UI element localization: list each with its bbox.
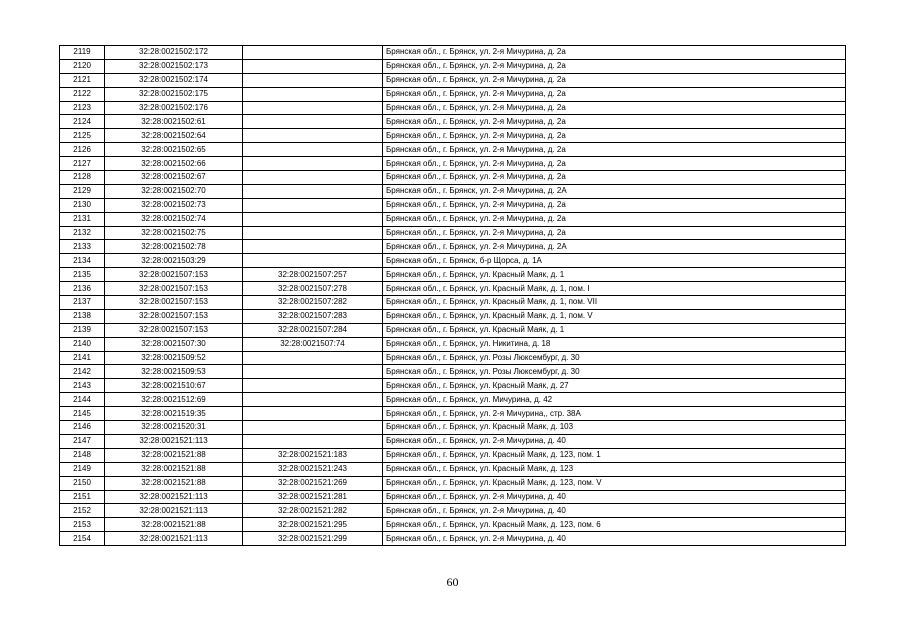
address-cell: Брянская обл., г. Брянск, ул. 2-я Мичурина, д. 2а [383,73,846,87]
table-row [60,407,846,421]
related-cadastral-number-cell [243,351,383,365]
table-row [60,323,846,337]
related-cadastral-number-cell [243,254,383,268]
row-number-cell: 2129 [60,184,105,198]
page-number: 60 [446,575,459,589]
cadastral-number-cell: 32:28:0021502:174 [105,73,243,87]
row-number-cell: 2153 [60,518,105,532]
row-number-cell: 2145 [60,407,105,421]
row-number-cell: 2131 [60,212,105,226]
cadastral-number-cell: 32:28:0021502:70 [105,184,243,198]
related-cadastral-number-cell [243,434,383,448]
row-number-cell: 2142 [60,365,105,379]
cadastral-number-cell: 32:28:0021502:78 [105,240,243,254]
table-row [60,171,846,185]
address-cell: Брянская обл., г. Брянск, ул. Красный Маяк, д. 123 [383,462,846,476]
related-cadastral-number-cell [243,393,383,407]
related-cadastral-number-cell: 32:28:0021521:281 [243,490,383,504]
cadastral-number-cell: 32:28:0021507:153 [105,282,243,296]
cadastral-number-cell: 32:28:0021519:35 [105,407,243,421]
address-cell: Брянская обл., г. Брянск, ул. Розы Люксембург, д. 30 [383,365,846,379]
table-row [60,268,846,282]
table-row [60,518,846,532]
address-cell: Брянская обл., г. Брянск, ул. Красный Маяк, д. 1, пом. I [383,282,846,296]
table-row [60,379,846,393]
row-number-cell: 2146 [60,421,105,435]
address-cell: Брянская обл., г. Брянск, ул. Красный Маяк, д. 1 [383,323,846,337]
row-number-cell: 2132 [60,226,105,240]
related-cadastral-number-cell [243,365,383,379]
row-number-cell: 2128 [60,171,105,185]
cadastral-number-cell: 32:28:0021521:88 [105,476,243,490]
table-row [60,462,846,476]
related-cadastral-number-cell [243,407,383,421]
related-cadastral-number-cell [243,101,383,115]
table-row [60,434,846,448]
related-cadastral-number-cell [243,129,383,143]
address-cell: Брянская обл., г. Брянск, ул. Красный Маяк, д. 103 [383,421,846,435]
row-number-cell: 2140 [60,337,105,351]
table-row [60,309,846,323]
cadastral-number-cell: 32:28:0021502:66 [105,157,243,171]
table-row [60,212,846,226]
table-row [60,184,846,198]
row-number-cell: 2137 [60,296,105,310]
cadastral-number-cell: 32:28:0021502:64 [105,129,243,143]
row-number-cell: 2152 [60,504,105,518]
table-row [60,157,846,171]
address-cell: Брянская обл., г. Брянск, ул. 2-я Мичурина, д. 2а [383,115,846,129]
row-number-cell: 2144 [60,393,105,407]
row-number-cell: 2139 [60,323,105,337]
row-number-cell: 2125 [60,129,105,143]
address-cell: Брянская обл., г. Брянск, ул. 2-я Мичурина, д. 2а [383,226,846,240]
related-cadastral-number-cell [243,143,383,157]
cadastral-number-cell: 32:28:0021502:73 [105,198,243,212]
address-cell: Брянская обл., г. Брянск, ул. 2-я Мичурина, д. 2а [383,157,846,171]
row-number-cell: 2119 [60,46,105,60]
related-cadastral-number-cell [243,212,383,226]
row-number-cell: 2127 [60,157,105,171]
row-number-cell: 2147 [60,434,105,448]
related-cadastral-number-cell [243,421,383,435]
table-row [60,226,846,240]
table-row [60,504,846,518]
related-cadastral-number-cell: 32:28:0021521:299 [243,532,383,546]
cadastral-number-cell: 32:28:0021502:176 [105,101,243,115]
address-cell: Брянская обл., г. Брянск, ул. Красный Маяк, д. 1, пом. VII [383,296,846,310]
related-cadastral-number-cell [243,184,383,198]
table-row [60,393,846,407]
row-number-cell: 2126 [60,143,105,157]
address-cell: Брянская обл., г. Брянск, ул. Никитина, д. 18 [383,337,846,351]
address-cell: Брянская обл., г. Брянск, ул. Красный Маяк, д. 1 [383,268,846,282]
address-cell: Брянская обл., г. Брянск, ул. 2-я Мичурина, д. 2а [383,129,846,143]
address-cell: Брянская обл., г. Брянск, б-р Щорса, д. 1А [383,254,846,268]
row-number-cell: 2130 [60,198,105,212]
row-number-cell: 2134 [60,254,105,268]
cadastral-number-cell: 32:28:0021512:69 [105,393,243,407]
related-cadastral-number-cell [243,87,383,101]
table-row [60,129,846,143]
table-row [60,282,846,296]
row-number-cell: 2121 [60,73,105,87]
table-row [60,254,846,268]
address-cell: Брянская обл., г. Брянск, ул. Красный Маяк, д. 27 [383,379,846,393]
address-cell: Брянская обл., г. Брянск, ул. 2-я Мичурина, д. 2а [383,171,846,185]
table-row [60,240,846,254]
row-number-cell: 2122 [60,87,105,101]
table-row [60,421,846,435]
related-cadastral-number-cell [243,59,383,73]
cadastral-number-cell: 32:28:0021502:61 [105,115,243,129]
row-number-cell: 2141 [60,351,105,365]
related-cadastral-number-cell: 32:28:0021521:269 [243,476,383,490]
related-cadastral-number-cell: 32:28:0021507:284 [243,323,383,337]
address-cell: Брянская обл., г. Брянск, ул. Розы Люксембург, д. 30 [383,351,846,365]
related-cadastral-number-cell [243,171,383,185]
address-cell: Брянская обл., г. Брянск, ул. 2-я Мичурина, д. 2А [383,184,846,198]
cadastral-number-cell: 32:28:0021507:153 [105,296,243,310]
cadastral-number-cell: 32:28:0021521:113 [105,532,243,546]
related-cadastral-number-cell [243,73,383,87]
cadastral-number-cell: 32:28:0021502:65 [105,143,243,157]
cadastral-number-cell: 32:28:0021507:153 [105,309,243,323]
cadastral-number-cell: 32:28:0021520:31 [105,421,243,435]
cadastral-number-cell: 32:28:0021521:113 [105,504,243,518]
address-cell: Брянская обл., г. Брянск, ул. Красный Маяк, д. 123, пом. 1 [383,448,846,462]
row-number-cell: 2133 [60,240,105,254]
address-cell: Брянская обл., г. Брянск, ул. 2-я Мичурина, д. 2а [383,212,846,226]
cadastral-number-cell: 32:28:0021521:88 [105,462,243,476]
table-row [60,46,846,60]
cadastral-number-cell: 32:28:0021502:175 [105,87,243,101]
address-cell: Брянская обл., г. Брянск, ул. 2-я Мичурина,, стр. 38А [383,407,846,421]
table-row [60,198,846,212]
table-row [60,490,846,504]
related-cadastral-number-cell: 32:28:0021507:283 [243,309,383,323]
address-cell: Брянская обл., г. Брянск, ул. 2-я Мичурина, д. 2а [383,59,846,73]
address-cell: Брянская обл., г. Брянск, ул. Красный Маяк, д. 123, пом. V [383,476,846,490]
related-cadastral-number-cell [243,115,383,129]
related-cadastral-number-cell [243,198,383,212]
address-cell: Брянская обл., г. Брянск, ул. Мичурина, д. 42 [383,393,846,407]
table-row [60,115,846,129]
table-row [60,532,846,546]
row-number-cell: 2138 [60,309,105,323]
row-number-cell: 2154 [60,532,105,546]
table-row [60,59,846,73]
table-row [60,296,846,310]
related-cadastral-number-cell: 32:28:0021521:282 [243,504,383,518]
address-cell: Брянская обл., г. Брянск, ул. 2-я Мичурина, д. 40 [383,504,846,518]
cadastral-number-cell: 32:28:0021502:172 [105,46,243,60]
cadastral-number-cell: 32:28:0021502:74 [105,212,243,226]
row-number-cell: 2149 [60,462,105,476]
row-number-cell: 2143 [60,379,105,393]
table-row [60,476,846,490]
cadastral-number-cell: 32:28:0021510:67 [105,379,243,393]
related-cadastral-number-cell [243,157,383,171]
registry-table [59,45,846,546]
related-cadastral-number-cell: 32:28:0021507:278 [243,282,383,296]
cadastral-number-cell: 32:28:0021507:30 [105,337,243,351]
address-cell: Брянская обл., г. Брянск, ул. 2-я Мичурина, д. 2а [383,198,846,212]
cadastral-number-cell: 32:28:0021507:153 [105,323,243,337]
table-row [60,101,846,115]
table-row [60,351,846,365]
table-row [60,87,846,101]
address-cell: Брянская обл., г. Брянск, ул. 2-я Мичурина, д. 2а [383,143,846,157]
address-cell: Брянская обл., г. Брянск, ул. 2-я Мичурина, д. 40 [383,434,846,448]
row-number-cell: 2136 [60,282,105,296]
address-cell: Брянская обл., г. Брянск, ул. Красный Маяк, д. 123, пом. 6 [383,518,846,532]
related-cadastral-number-cell: 32:28:0021507:257 [243,268,383,282]
address-cell: Брянская обл., г. Брянск, ул. 2-я Мичурина, д. 2а [383,46,846,60]
registry-table-body [60,46,846,546]
address-cell: Брянская обл., г. Брянск, ул. 2-я Мичурина, д. 2А [383,240,846,254]
related-cadastral-number-cell [243,240,383,254]
cadastral-number-cell: 32:28:0021507:153 [105,268,243,282]
related-cadastral-number-cell: 32:28:0021521:243 [243,462,383,476]
row-number-cell: 2148 [60,448,105,462]
related-cadastral-number-cell [243,226,383,240]
address-cell: Брянская обл., г. Брянск, ул. 2-я Мичурина, д. 40 [383,490,846,504]
table-row [60,365,846,379]
table-row [60,448,846,462]
cadastral-number-cell: 32:28:0021521:113 [105,490,243,504]
cadastral-number-cell: 32:28:0021521:88 [105,518,243,532]
row-number-cell: 2135 [60,268,105,282]
row-number-cell: 2120 [60,59,105,73]
cadastral-number-cell: 32:28:0021509:53 [105,365,243,379]
cadastral-number-cell: 32:28:0021502:173 [105,59,243,73]
row-number-cell: 2150 [60,476,105,490]
cadastral-number-cell: 32:28:0021502:67 [105,171,243,185]
address-cell: Брянская обл., г. Брянск, ул. 2-я Мичурина, д. 40 [383,532,846,546]
cadastral-number-cell: 32:28:0021521:113 [105,434,243,448]
address-cell: Брянская обл., г. Брянск, ул. 2-я Мичурина, д. 2а [383,87,846,101]
cadastral-number-cell: 32:28:0021509:52 [105,351,243,365]
row-number-cell: 2123 [60,101,105,115]
related-cadastral-number-cell: 32:28:0021521:295 [243,518,383,532]
address-cell: Брянская обл., г. Брянск, ул. 2-я Мичурина, д. 2а [383,101,846,115]
related-cadastral-number-cell: 32:28:0021507:74 [243,337,383,351]
table-row [60,143,846,157]
table-row [60,73,846,87]
row-number-cell: 2151 [60,490,105,504]
table-row [60,337,846,351]
related-cadastral-number-cell: 32:28:0021507:282 [243,296,383,310]
cadastral-number-cell: 32:28:0021503:29 [105,254,243,268]
row-number-cell: 2124 [60,115,105,129]
cadastral-number-cell: 32:28:0021502:75 [105,226,243,240]
cadastral-number-cell: 32:28:0021521:88 [105,448,243,462]
address-cell: Брянская обл., г. Брянск, ул. Красный Маяк, д. 1, пом. V [383,309,846,323]
related-cadastral-number-cell: 32:28:0021521:183 [243,448,383,462]
related-cadastral-number-cell [243,46,383,60]
related-cadastral-number-cell [243,379,383,393]
